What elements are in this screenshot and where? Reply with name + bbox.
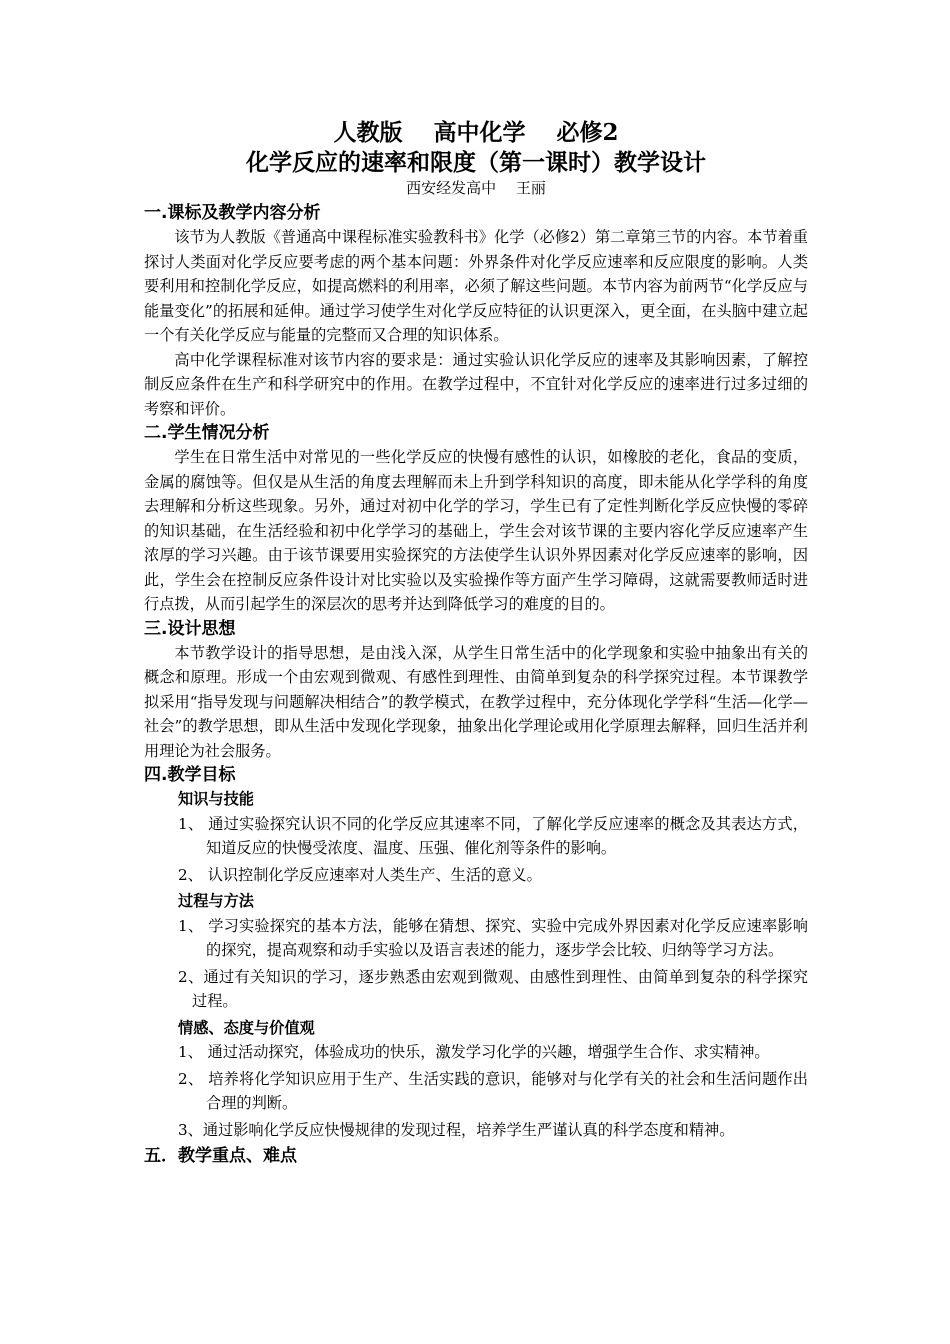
objective-emotion-item-2: 2、 培养将化学知识应用于生产、生活实践的意识，能够对与化学有关的社会和生活问题作出合理的判断。 [178,1069,808,1112]
objective-process-label: 过程与方法 [178,892,254,910]
objective-emotion-item-3: 3、通过影响化学反应快慢规律的发现过程，培养学生严谨认真的科学态度和精神。 [178,1120,735,1139]
objective-process-item-1: 1、 学习实验探究的基本方法，能够在猜想、探究、实验中完成外界因素对化学反应速率影响的探究，提高观察和动手实验以及语言表述的能力，逐步学会比较、归纳等学习方法。 [178,916,808,959]
section-heading-2: 二.学生情况分析 [144,423,270,443]
objective-knowledge-item-2: 2、 认识控制化学反应速率对人类生产、生活的意义。 [178,865,542,884]
objective-knowledge-item-1: 1、 通过实验探究认识不同的化学反应其速率不同，了解化学反应速率的概念及其表达方式，知道反应的快慢受浓度、温度、压强、催化剂等条件的影响。 [178,814,808,857]
objective-emotion-item-1: 1、 通过活动探究，体验成功的快乐，激发学习化学的兴趣，增强学生合作、求实精神。 [178,1043,770,1061]
section-1-paragraph-1: 该节为人教版《普通高中课程标准实验教科书》化学（必修2）第二章第三节的内容。本节着重探讨人类面对化学反应要考虑的两个基本问题：外界条件对化学反应速率和反应限度的影响。人类要利用和控制化学反应，如提高燃料的利用率，必须了解这些问题。本节内容为前两节“化学反应与能量变化”的拓展和延伸。通过学习使学生对化学反应特征的认识更深入，更全面，在头脑中建立起一个有关化学反应与能量的完整而又合理的知识体系。 [144,228,808,344]
section-2-paragraph-1: 学生在日常生活中对常见的一些化学反应的快慢有感性的认识，如橡胶的老化，食品的变质，金属的腐蚀等。但仅是从生活的角度去理解而未上升到学科知识的高度，即未能从化学学科的角度去理解和分析这些现象。另外，通过对初中化学的学习，学生已有了定性判断化学反应快慢的零碎的知识基础，在生活经验和初中化学学习的基础上，学生会对该节课的主要内容化学反应速率产生浓厚的学习兴趣。由于该节课要用实验探究的方法使学生认识外界因素对化学反应速率的影响，因此，学生会在控制反应条件设计对比实验以及实验操作等方面产生学习障碍，这就需要教师适时进行点拨，从而引起学生的深层次的思考并达到降低学习的难度的目的。 [144,448,808,613]
document-title-line1: 人教版 高中化学 必修2 [333,119,619,146]
document-title-line2: 化学反应的速率和限度（第一课时）教学设计 [246,149,706,176]
author-byline: 西安经发高中 王丽 [406,179,546,197]
objective-emotion-label: 情感、态度与价值观 [178,1018,315,1037]
objective-process-item-2: 2、通过有关知识的学习，逐步熟悉由宏观到微观、由感性到理性、由简单到复杂的科学探究过程。 [178,967,808,1010]
section-heading-1: 一.课标及教学内容分析 [144,203,321,223]
section-heading-4: 四.教学目标 [144,765,236,785]
document-page [144,118,808,1168]
objective-knowledge-label: 知识与技能 [178,790,254,808]
section-3-paragraph-1: 本节教学设计的指导思想，是由浅入深，从学生日常生活中的化学现象和实验中抽象出有关的概念和原理。形成一个由宏观到微观、有感性到理性、由简单到复杂的科学探究过程。本节课教学拟采用“指导发现与问题解决相结合”的教学模式，在教学过程中，充分体现化学学科“生活—化学—社会”的教学思想，即从生活中发现化学现象，抽象出化学理论或用化学原理去解释，回归生活并利用理论为社会服务。 [144,643,808,760]
section-1-paragraph-2: 高中化学课程标准对该节内容的要求是：通过实验认识化学反应的速率及其影响因素，了解控制反应条件在生产和科学研究中的作用。在教学过程中，不宜针对化学反应的速率进行过多过细的考察和评价。 [144,350,808,418]
section-heading-5: 五．教学重点、难点 [144,1146,297,1166]
section-heading-3: 三.设计思想 [144,618,236,639]
